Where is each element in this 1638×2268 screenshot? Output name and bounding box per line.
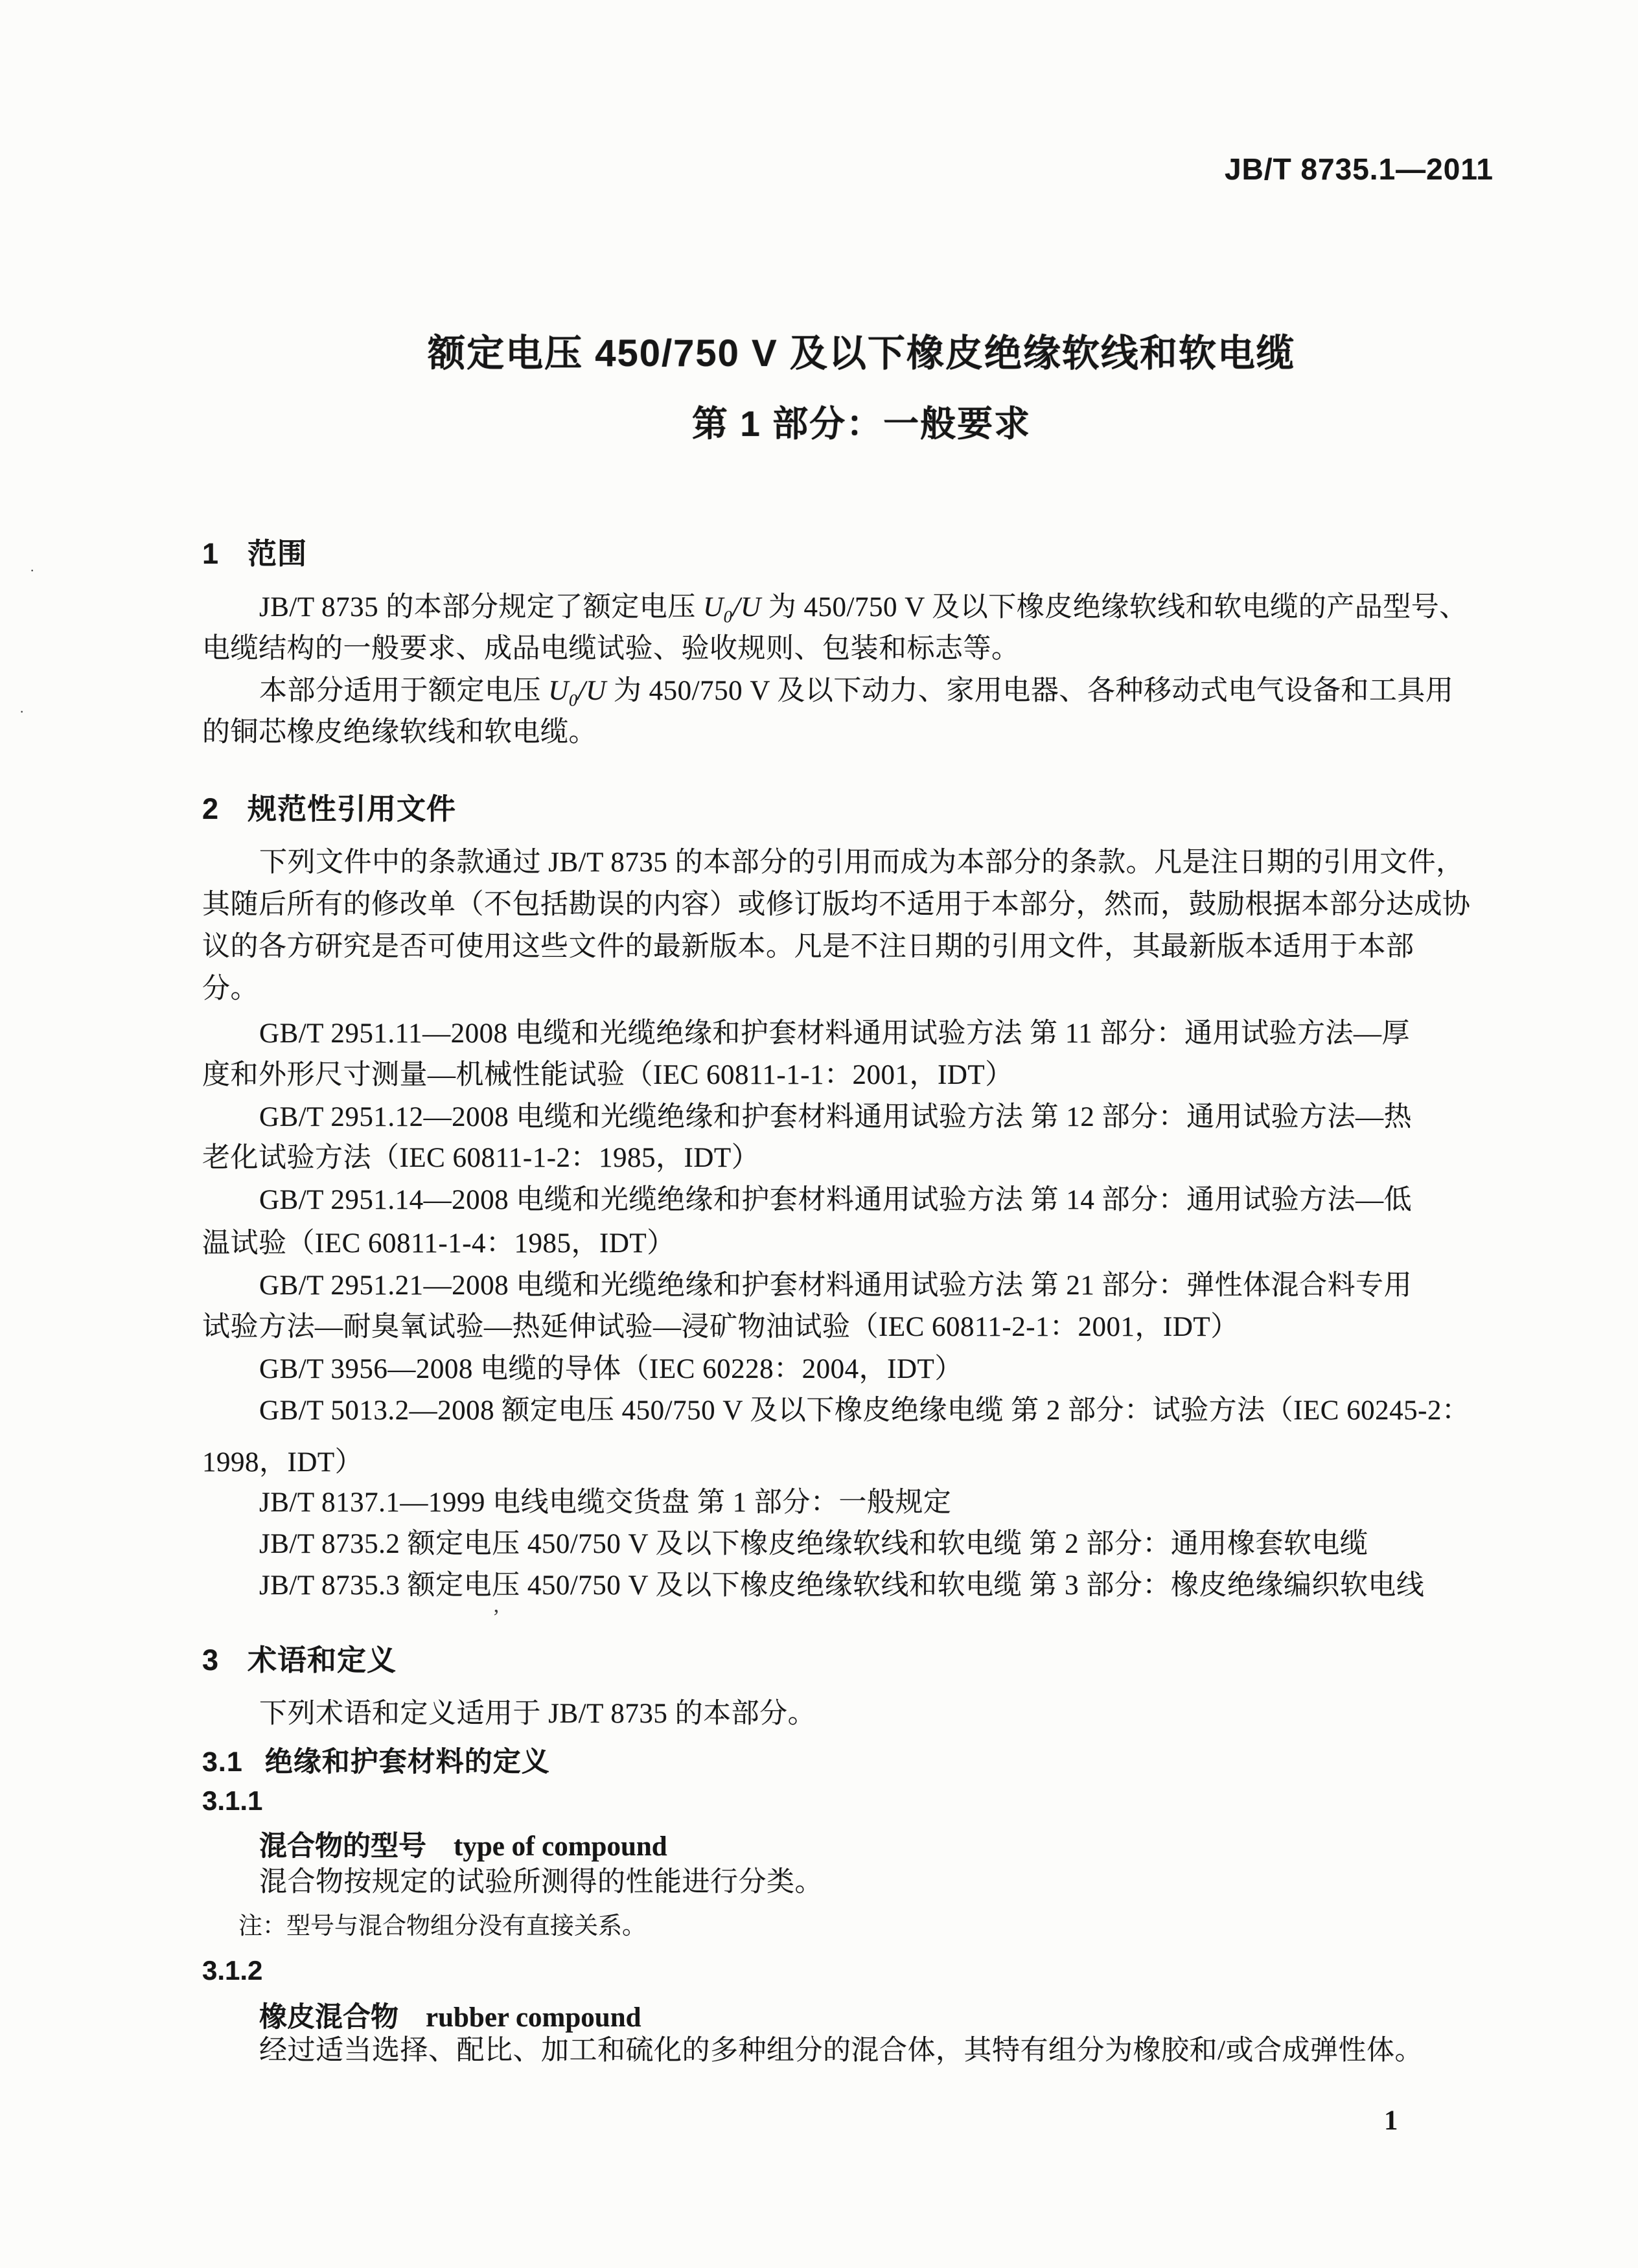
reference-entry-line: JB/T 8735.3 额定电压 450/750 V 及以下橡皮绝缘软线和软电缆 第 3 部分：橡皮绝缘编织软电线: [259, 1570, 1425, 1601]
section-3-title: 术语和定义: [248, 1644, 397, 1677]
term-chinese: 橡皮混合物: [259, 2002, 398, 2033]
section-1-title: 范围: [248, 537, 308, 570]
reference-entry-line: GB/T 5013.2—2008 额定电压 450/750 V 及以下橡皮绝缘电缆 第 2 部分：试验方法（IEC 60245-2：: [259, 1395, 1470, 1426]
section-1-heading: [202, 530, 307, 572]
voltage-symbol: $U_0/U$: [548, 676, 606, 710]
section-2-heading: [202, 785, 456, 827]
reference-entry-line: 温试验（IEC 60811-1-4：1985，IDT）: [202, 1228, 675, 1259]
scan-artifact: ’: [492, 1605, 500, 1629]
scope-paragraph-2-line-2: 的铜芯橡皮绝缘软线和软电缆。: [202, 717, 597, 748]
references-intro-line: 分。: [202, 974, 259, 1004]
section-3-1-title: 绝缘和护套材料的定义: [264, 1747, 550, 1778]
terms-intro-line: 下列术语和定义适用于 JB/T 8735 的本部分。: [259, 1699, 816, 1729]
document-code: JB/T 8735.1—2011: [1225, 152, 1494, 186]
voltage-symbol: $U_0/U$: [703, 592, 761, 626]
clause-3-1-1-number: 3.1.1: [202, 1785, 263, 1816]
section-2-number: 2: [202, 792, 220, 825]
section-1-number: 1: [202, 537, 220, 570]
references-intro-line: 下列文件中的条款通过 JB/T 8735 的本部分的引用而成为本部分的条款。凡是注日期的引用文件，: [259, 847, 1464, 878]
reference-entry-line: GB/T 2951.21—2008 电缆和光缆绝缘和护套材料通用试验方法 第 21 部分：弹性体混合料专用: [259, 1270, 1413, 1301]
reference-entry-line: 试验方法—耐臭氧试验—热延伸试验—浸矿物油试验（IEC 60811-2-1：2001，IDT）: [202, 1312, 1239, 1342]
reference-entry-line: JB/T 8735.2 额定电压 450/750 V 及以下橡皮绝缘软线和软电缆 第 2 部分：通用橡套软电缆: [259, 1529, 1368, 1559]
scope-paragraph-1-line-2: 电缆结构的一般要求、成品电缆试验、验收规则、包装和标志等。: [202, 634, 1020, 664]
document-title-line1: 额定电压 450/750 V 及以下橡皮绝缘软线和软电缆: [428, 332, 1295, 374]
section-3-1-heading: [202, 1740, 550, 1780]
section-3-heading: [202, 1636, 397, 1678]
term-chinese: 混合物的型号: [259, 1831, 426, 1862]
term-english: type of compound: [454, 1831, 667, 1862]
clause-3-1-2-number: 3.1.2: [202, 1955, 263, 1986]
section-3-number: 3: [202, 1644, 220, 1677]
references-intro-line: 议的各方研究是否可使用这些文件的最新版本。凡是不注日期的引用文件，其最新版本适用于本部: [202, 932, 1414, 962]
term-english: rubber compound: [426, 2002, 641, 2033]
reference-entry-line: GB/T 2951.12—2008 电缆和光缆绝缘和护套材料通用试验方法 第 12 部分：通用试验方法—热: [259, 1102, 1413, 1132]
reference-entry-line: 度和外形尺寸测量—机械性能试验（IEC 60811-1-1：2001，IDT）: [202, 1060, 1013, 1090]
note-line: 注：型号与混合物组分没有直接关系。: [238, 1913, 646, 1940]
reference-entry-line: GB/T 2951.11—2008 电缆和光缆绝缘和护套材料通用试验方法 第 11 部分：通用试验方法—厚: [259, 1018, 1410, 1049]
section-2-title: 规范性引用文件: [248, 792, 457, 825]
scope-paragraph-1-line-1: JB/T 8735 的本部分规定了额定电压 $U_0/U$ 为 450/750 V 及以下橡皮绝缘软线和软电缆的产品型号、: [259, 592, 1468, 626]
document-title-line2: 第 1 部分：一般要求: [691, 404, 1032, 444]
reference-entry-line: 老化试验方法（IEC 60811-1-2：1985，IDT）: [202, 1143, 760, 1173]
scan-artifact: ·: [30, 562, 35, 578]
definition-line: 混合物按规定的试验所测得的性能进行分类。: [259, 1867, 823, 1897]
references-intro-line: 其随后所有的修改单（不包括勘误的内容）或修订版均不适用于本部分，然而，鼓励根据本部分达成协: [202, 889, 1471, 920]
reference-entry-line: JB/T 8137.1—1999 电线电缆交货盘 第 1 部分：一般规定: [259, 1487, 952, 1518]
scan-artifact: ·: [19, 704, 25, 720]
reference-entry-line: GB/T 3956—2008 电缆的导体（IEC 60228：2004，IDT）: [259, 1354, 963, 1384]
reference-entry-line: GB/T 2951.14—2008 电缆和光缆绝缘和护套材料通用试验方法 第 14 部分：通用试验方法—低: [259, 1185, 1413, 1215]
section-3-1-number: 3.1: [202, 1747, 243, 1778]
term-type-of-compound: [259, 1824, 667, 1864]
scope-paragraph-2-line-1: 本部分适用于额定电压 $U_0/U$ 为 450/750 V 及以下动力、家用电器、各种移动式电气设备和工具用: [259, 676, 1454, 710]
page-number: 1: [1384, 2105, 1398, 2136]
reference-entry-line: 1998，IDT）: [202, 1447, 363, 1478]
definition-line: 经过适当选择、配比、加工和硫化的多种组分的混合体，其特有组分为橡胶和/或合成弹性体。: [259, 2035, 1423, 2066]
term-rubber-compound: [259, 1995, 641, 2035]
